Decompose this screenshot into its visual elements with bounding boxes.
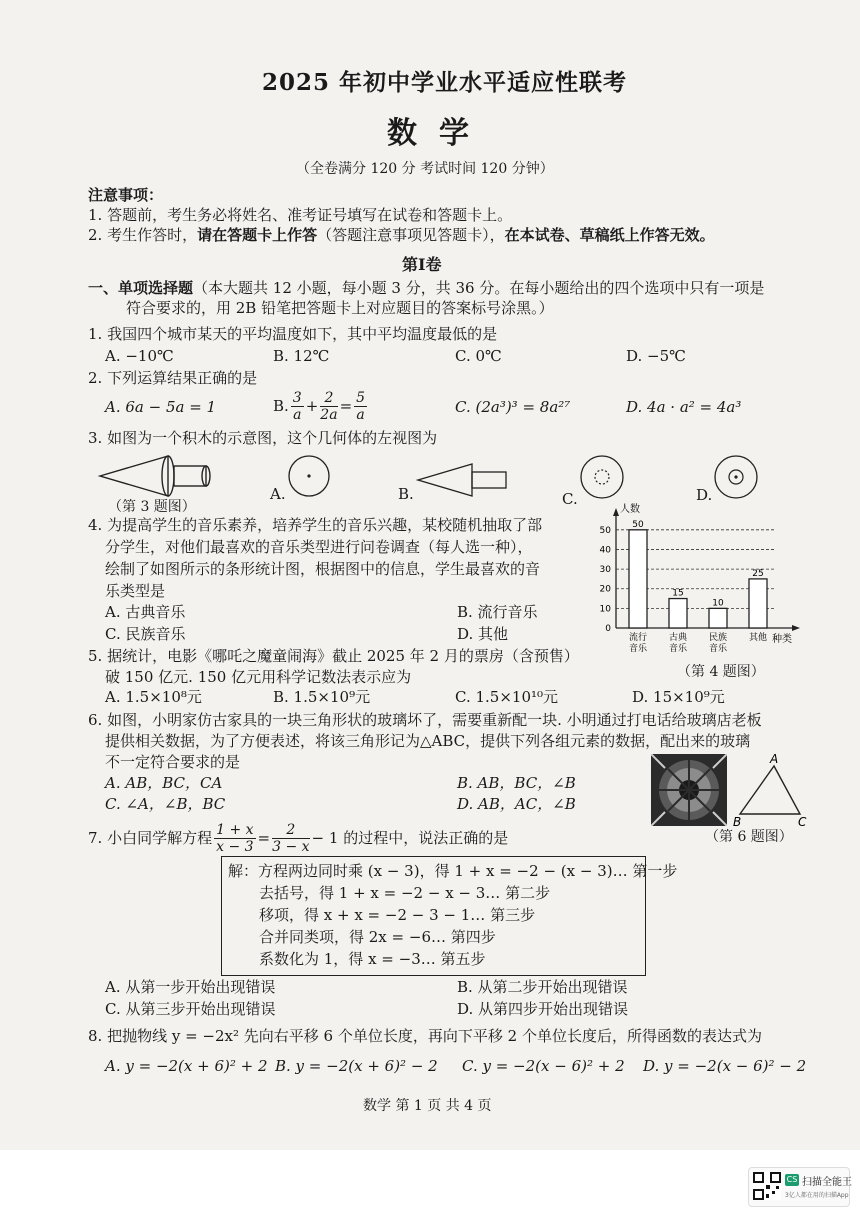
bar-value-label: 15: [672, 588, 684, 599]
part-desc-1: （本大题共 12 小题，每小题 3 分，共 36 分。在每小题给出的四个选项中只有一项是: [193, 279, 765, 297]
q3-caption: （第 3 题图）: [108, 499, 196, 515]
q7-step-4: 合并同类项，得 2x = −6… 第四步: [259, 928, 496, 946]
q7-step-1: 解：方程两边同时乘 (x − 3)，得 1 + x = −2 − (x − 3)… 第一步: [228, 862, 678, 880]
vertex-a-label: A: [770, 752, 779, 766]
note-2-part-d: 在本试卷、草稿纸上作答无效。: [504, 226, 715, 244]
part-title: 一、单项选择题: [88, 279, 194, 297]
q6-line-1: 6. 如图，小明家仿古家具的一块三角形状的玻璃坏了，需要重新配一块. 小明通过打电话给玻璃店老板: [88, 711, 762, 729]
q6-line-2: 提供相关数据，为了方便表述，将该三角形记为△ABC，提供下列各组元素的数据，配出来的玻璃: [105, 732, 751, 750]
x-category-label: 古典: [668, 633, 688, 643]
y-tick-label: 0: [605, 624, 611, 634]
y-tick-label: 10: [599, 604, 611, 615]
note-2-part-a: 2. 考生作答时，: [88, 226, 198, 244]
q2-option-c: C. (2a³)³ = 8a²⁷: [455, 398, 571, 416]
vertex-c-label: C: [798, 815, 807, 828]
q2-b-frac1: $\frac{3}{a}$: [292, 389, 302, 423]
q6-caption: （第 6 题图）: [705, 829, 793, 845]
q4-option-a: A. 古典音乐: [105, 603, 186, 621]
q6-option-b: B. AB，BC，∠B: [457, 774, 576, 792]
q7-option-c: C. 从第三步开始出现错误: [105, 1000, 276, 1018]
q3-stem: 3. 如图为一个积木的示意图，这个几何体的左视图为: [88, 429, 438, 447]
q2-option-d: D. 4a · a² = 4a³: [626, 398, 742, 416]
q8-option-a: A. y = −2(x + 6)² + 2: [105, 1057, 268, 1075]
q3-solid-figure: [96, 452, 236, 500]
q5-option-b: B. 1.5×10⁹元: [273, 688, 371, 706]
y-axis-label: 人数: [620, 504, 640, 515]
q4-line-2: 分学生，对他们最喜欢的音乐类型进行问卷调查（每人选一种），: [105, 538, 533, 556]
qr-code-icon: [753, 1172, 781, 1200]
q7-step-5: 系数化为 1，得 x = −3… 第五步: [259, 950, 486, 968]
q2-b-frac3: $\frac{5}{a}$: [356, 389, 366, 423]
bar-value-label: 25: [752, 568, 764, 579]
q1-option-b: B. 12℃: [273, 347, 330, 365]
q5-line-1: 5. 据统计，电影《哪吒之魔童闹海》截止 2025 年 2 月的票房（含预售）: [88, 647, 579, 665]
q2-b-label: B.: [273, 396, 289, 415]
x-category-label: 音乐: [708, 644, 728, 654]
q5-option-c: C. 1.5×10¹⁰元: [455, 688, 559, 706]
scanner-logo-icon: CS: [786, 1175, 798, 1184]
q2-option-a: A. 6a − 5a = 1: [105, 398, 217, 416]
q8-option-b: B. y = −2(x + 6)² − 2: [275, 1057, 438, 1075]
subject-title: 数学: [387, 116, 491, 151]
q2-option-b: B. $\frac{3}{a}$ + $\frac{2}{2a}$ = $\frac{5}{a}$: [273, 389, 366, 423]
q3-option-a-figure: [287, 454, 331, 498]
q8-option-c: C. y = −2(x − 6)² + 2: [462, 1057, 625, 1075]
q1-option-d: D. −5℃: [626, 347, 686, 365]
q1-stem: 1. 我国四个城市某天的平均温度如下，其中平均温度最低的是: [88, 325, 498, 343]
volume-title: 第Ⅰ卷: [402, 255, 442, 274]
q4-line-4: 乐类型是: [105, 582, 166, 600]
q7-option-a: A. 从第一步开始出现错误: [105, 978, 276, 996]
bar-value-label: 50: [632, 519, 644, 530]
q8-stem: 8. 把抛物线 y = −2x² 先向右平移 6 个单位长度，再向下平移 2 个单位长度后，所得函数的表达式为: [88, 1027, 762, 1045]
q6-option-a: A. AB，BC，CA: [105, 774, 223, 792]
q5-option-a: A. 1.5×10⁸元: [105, 688, 202, 706]
note-2-part-c: （答题注意事项见答题卡），: [317, 226, 505, 244]
x-category-label: 民族: [708, 633, 728, 643]
q3-option-a: A.: [270, 485, 286, 503]
note-2: [88, 226, 715, 245]
q8-option-d: D. y = −2(x − 6)² − 2: [643, 1057, 807, 1075]
x-category-label: 音乐: [628, 644, 648, 654]
bar-value-label: 10: [712, 598, 724, 609]
q3-option-c-figure: [579, 454, 625, 500]
q3-option-b-figure: [416, 462, 512, 498]
q4-option-c: C. 民族音乐: [105, 625, 186, 643]
q7-step-2: 去括号，得 1 + x = −2 − x − 3… 第二步: [259, 884, 551, 902]
q4-option-d: D. 其他: [457, 625, 509, 643]
q6-option-d: D. AB，AC，∠B: [457, 795, 576, 813]
q7-stem: 7. 小白同学解方程 $\frac{1 + x}{x - 3}$ = $\frac{2}{3 - x}$ − 1 的过程中，说法正确的是: [88, 821, 509, 855]
q6-option-c: C. ∠A，∠B，BC: [105, 795, 226, 813]
bar: [629, 530, 647, 628]
notes-heading: 注意事项：: [88, 186, 164, 204]
x-category-label: 音乐: [668, 644, 688, 654]
bar: [749, 579, 767, 628]
q2-b-frac2: $\frac{2}{2a}$: [320, 389, 338, 423]
score-info: （全卷满分 120 分 考试时间 120 分钟）: [296, 161, 554, 177]
y-tick-label: 40: [599, 545, 611, 556]
y-tick-label: 50: [599, 525, 611, 536]
note-1: 1. 答题前，考生务必将姓名、准考证号填写在试卷和答题卡上。: [88, 206, 513, 224]
x-category-label: 流行: [628, 633, 648, 643]
q5-line-2: 破 150 亿元. 150 亿元用科学记数法表示应为: [105, 668, 412, 686]
part-heading: [88, 279, 764, 298]
note-2-part-b: 请在答题卡上作答: [197, 226, 318, 244]
q7-lhs-fraction: $\frac{1 + x}{x - 3}$: [216, 821, 254, 855]
q4-bar-chart: [588, 500, 813, 662]
q4-line-3: 绘制了如图所示的条形统计图，根据图中的信息，学生最喜欢的音: [105, 560, 541, 578]
bar: [709, 608, 727, 628]
q7-rhs-fraction: $\frac{2}{3 - x}$: [272, 821, 310, 855]
part-desc-2: 符合要求的，用 2B 铅笔把答题卡上对应题目的答案标号涂黑。）: [126, 299, 554, 317]
q7-stem-post: − 1 的过程中，说法正确的是: [311, 828, 509, 847]
q4-caption: （第 4 题图）: [677, 664, 765, 680]
q3-option-d-figure: [713, 454, 759, 500]
q7-option-d: D. 从第四步开始出现错误: [457, 1000, 629, 1018]
q1-option-a: A. −10℃: [105, 347, 174, 365]
exam-title: 2025 年初中学业水平适应性联考: [262, 69, 628, 96]
scanner-watermark: [748, 1167, 850, 1207]
q3-option-c: C.: [562, 490, 578, 508]
q2-stem: 2. 下列运算结果正确的是: [88, 369, 258, 387]
q1-option-c: C. 0℃: [455, 347, 502, 365]
q3-option-b: B.: [398, 485, 414, 503]
bar: [669, 599, 687, 628]
q6-glass-photo: [651, 754, 727, 826]
q7-step-3: 移项，得 x + x = −2 − 3 − 1… 第三步: [259, 906, 536, 924]
vertex-b-label: B: [733, 815, 742, 828]
q4-line-1: 4. 为提高学生的音乐素养，培养学生的音乐兴趣，某校随机抽取了部: [88, 516, 543, 534]
y-tick-label: 20: [599, 584, 611, 595]
q6-triangle-figure: [730, 752, 810, 828]
page-footer: 数学 第 1 页 共 4 页: [363, 1098, 492, 1114]
x-axis-arrow: [792, 625, 800, 631]
q7-option-b: B. 从第二步开始出现错误: [457, 978, 628, 996]
x-axis-label: 种类: [772, 634, 792, 645]
scanner-subtitle: 3亿人都在用的扫描App: [785, 1192, 849, 1199]
y-tick-label: 30: [599, 565, 611, 576]
y-axis-arrow: [613, 508, 619, 516]
q6-line-3: 不一定符合要求的是: [105, 753, 241, 771]
x-category-label: 其他: [748, 633, 768, 643]
q3-option-d: D.: [696, 486, 713, 504]
q5-option-d: D. 15×10⁹元: [632, 688, 725, 706]
q7-stem-pre: 7. 小白同学解方程: [88, 828, 213, 847]
scanner-brand: 扫描全能王: [802, 1177, 852, 1188]
q4-option-b: B. 流行音乐: [457, 603, 538, 621]
